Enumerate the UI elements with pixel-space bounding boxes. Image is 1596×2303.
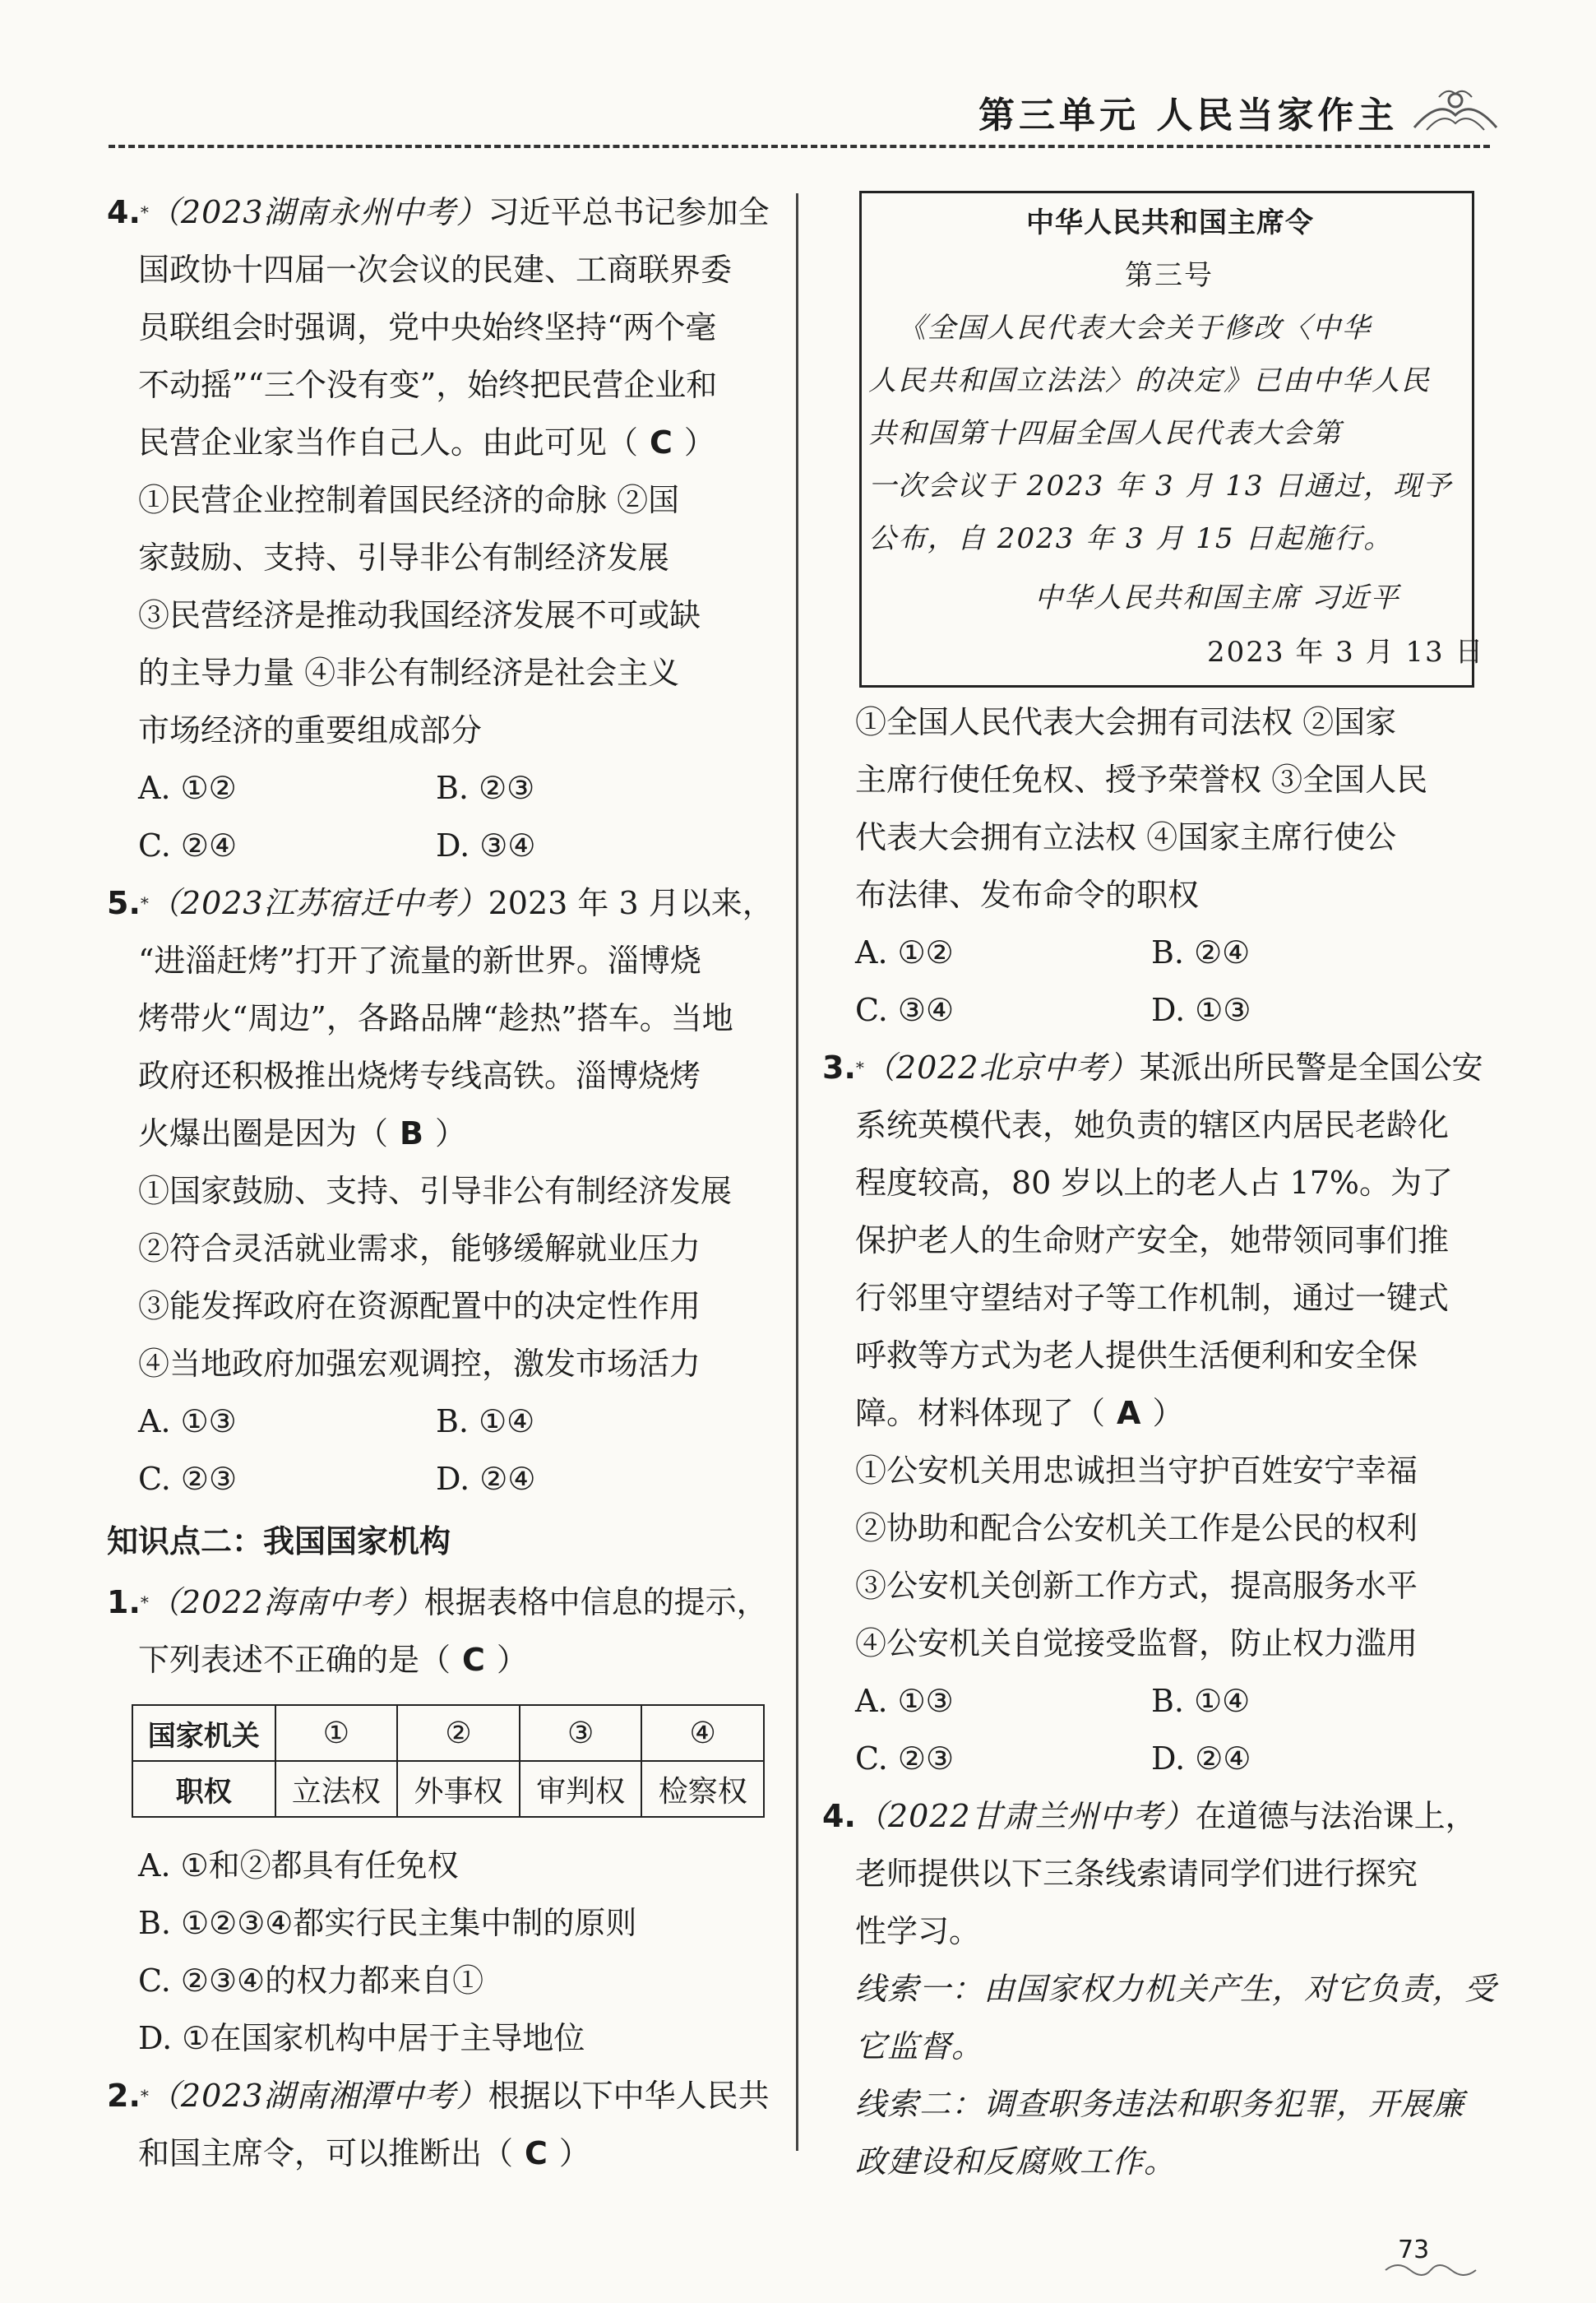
question-text: 保护老人的生命财产安全，她带领同事们推: [855, 1222, 1450, 1258]
question-text-with-answer: [855, 1392, 1183, 1434]
question-source: （2023湖南永州中考）: [148, 194, 488, 230]
bracket-close: ）: [496, 1642, 528, 1678]
statement-line: 市场经济的重要组成部分: [138, 712, 483, 748]
option-b: B. ②③: [436, 770, 535, 806]
question-number: 1.: [107, 1584, 141, 1620]
statement-line: ③公安机关创新工作方式，提高服务水平: [855, 1568, 1418, 1604]
table-cell: ③: [520, 1705, 642, 1761]
decree-date: 2023 年 3 月 13 日: [1207, 636, 1485, 669]
option-d: D. ①在国家机构中居于主导地位: [138, 2020, 585, 2056]
bracket-close: ）: [434, 1115, 466, 1152]
question-1-line: [107, 1581, 768, 1624]
option-c: C. ③④: [855, 992, 955, 1028]
table-cell: 立法权: [275, 1761, 398, 1817]
star-icon: *: [855, 1058, 864, 1077]
question-text: 习近平总书记参加全: [488, 194, 770, 230]
answer-letter: C: [462, 1642, 485, 1678]
table-row: [132, 1761, 764, 1817]
star-icon: *: [140, 202, 149, 222]
option-a: A. ①②: [138, 770, 237, 806]
statement-line: 的主导力量 ④非公有制经济是社会主义: [138, 655, 680, 691]
bracket-close: ）: [1152, 1395, 1184, 1431]
question-text: 在道德与法治课上，: [1195, 1798, 1477, 1834]
question-source: （2022海南中考）: [148, 1584, 424, 1620]
table-row: [132, 1705, 764, 1761]
statement-line: ②协助和配合公安机关工作是公民的权利: [855, 1510, 1418, 1546]
table-cell: 外事权: [397, 1761, 520, 1817]
statement-line: ③能发挥政府在资源配置中的决定性作用: [138, 1288, 701, 1324]
question-text: 国政协十四届一次会议的民建、工商联界委: [138, 252, 733, 288]
statement-line: ③民营经济是推动我国经济发展不可或缺: [138, 597, 701, 633]
question-text-with-answer: [138, 1112, 466, 1155]
decree-title: 中华人民共和国主席令: [1026, 206, 1314, 239]
answer-letter: C: [650, 424, 673, 461]
option-b: B. ①④: [1151, 1683, 1251, 1719]
decree-body-line: 一次会议于 2023 年 3 月 13 日通过，现予: [868, 470, 1453, 503]
bracket-close: ）: [683, 424, 715, 461]
question-text: 员联组会时强调，党中央始终坚持“两个毫: [138, 309, 717, 345]
page-ornament-icon: [1381, 2260, 1480, 2280]
statement-line: 代表大会拥有立法权 ④国家主席行使公: [855, 819, 1397, 855]
option-a: A. ①③: [138, 1403, 237, 1439]
question-text: 障。材料体现了（: [855, 1395, 1106, 1431]
question-text: 烤带火“周边”，各路品牌“趁热”搭车。当地: [138, 1000, 733, 1036]
option-a: A. ①③: [855, 1683, 954, 1719]
statement-line: ④当地政府加强宏观调控，激发市场活力: [138, 1346, 701, 1382]
question-text: 老师提供以下三条线索请同学们进行探究: [855, 1856, 1418, 1892]
question-text: 不动摇”“三个没有变”，始终把民营企业和: [138, 367, 718, 403]
statement-line: ①全国人民代表大会拥有司法权 ②国家: [855, 704, 1397, 740]
clue-line: 它监督。: [855, 2028, 984, 2064]
question-text: 根据表格中信息的提示，: [423, 1584, 768, 1620]
answer-letter: A: [1117, 1395, 1141, 1431]
decree-body-line: 《全国人民代表大会关于修改〈中华: [898, 312, 1372, 345]
statement-line: ①公安机关用忠诚担当守护百姓安宁幸福: [855, 1453, 1418, 1489]
clue-line: 线索二：调查职务违法和职务犯罪，开展廉: [855, 2086, 1465, 2122]
question-text: 政府还积极推出烧烤专线高铁。淄博烧烤: [138, 1058, 701, 1094]
question-source: （2023江苏宿迁中考）: [148, 885, 488, 921]
decree-signer: 中华人民共和国主席 习近平: [1034, 582, 1400, 614]
star-icon: *: [140, 2086, 149, 2106]
table-header-cell: 职权: [132, 1761, 275, 1817]
question-text: 某派出所民警是全国公安: [1139, 1050, 1483, 1086]
option-a: A. ①②: [855, 934, 954, 971]
option-a: A. ①和②都具有任免权: [138, 1847, 459, 1884]
question-number: 5.: [107, 885, 141, 921]
table-cell: ②: [397, 1705, 520, 1761]
statement-line: ④公安机关自觉接受监督，防止权力滥用: [855, 1625, 1418, 1661]
question-text: 性学习。: [855, 1913, 981, 1949]
question-text: 系统英模代表，她负责的辖区内居民老龄化: [855, 1107, 1450, 1143]
question-text: 火爆出圈是因为（: [138, 1115, 389, 1152]
table-cell: ④: [641, 1705, 764, 1761]
unit-title: 第三单元 人民当家作主: [978, 95, 1399, 137]
option-d: D. ②④: [436, 1461, 536, 1497]
table-cell: ①: [275, 1705, 398, 1761]
question-number: 4.: [822, 1798, 856, 1834]
table-cell: 检察权: [641, 1761, 764, 1817]
question-source: （2022北京中考）: [863, 1050, 1140, 1086]
question-text: 程度较高，80 岁以上的老人占 17%。为了: [855, 1165, 1453, 1201]
question-source: （2022甘肃兰州中考）: [855, 1798, 1196, 1834]
column-divider: [796, 193, 798, 2151]
statement-line: 布法律、发布命令的职权: [855, 877, 1200, 913]
table-cell: 审判权: [520, 1761, 642, 1817]
presidential-decree-box: [859, 191, 1485, 688]
question-text: 下列表述不正确的是（: [138, 1642, 451, 1678]
question-3-line: [822, 1046, 1483, 1089]
question-text: 民营企业家当作自己人。由此可见（: [138, 424, 639, 461]
decree-body-line: 人民共和国立法法〉的决定》已由中华人民: [868, 364, 1431, 397]
question-number: 4.: [107, 194, 141, 230]
page-number: 73: [1398, 2236, 1430, 2264]
option-c: C. ②③④的权力都来自①: [138, 1962, 484, 1999]
section-heading: 知识点二：我国国家机构: [107, 1523, 451, 1559]
star-icon: *: [140, 893, 149, 913]
option-c: C. ②③: [138, 1461, 238, 1497]
star-icon: *: [140, 1592, 149, 1612]
answer-letter: C: [525, 2135, 548, 2171]
option-b: B. ①④: [436, 1403, 535, 1439]
bracket-close: ）: [558, 2135, 590, 2171]
header-divider: [109, 145, 1490, 148]
option-c: C. ②③: [855, 1740, 955, 1777]
question-text: “进淄赶烤”打开了流量的新世界。淄博烧: [138, 943, 701, 979]
question-text-with-answer: [138, 2132, 590, 2175]
option-b: B. ②④: [1151, 934, 1251, 971]
question-number: 2.: [107, 2078, 141, 2114]
table-header-cell: 国家机关: [132, 1705, 275, 1761]
statement-line: ①国家鼓励、支持、引导非公有制经济发展: [138, 1173, 733, 1209]
decree-number: 第三号: [1125, 259, 1214, 292]
question-text-with-answer: [138, 1638, 528, 1681]
question-text-with-answer: [138, 421, 715, 464]
question-4-line: [107, 191, 770, 234]
question-5-line: [107, 882, 774, 924]
question-text: 2023 年 3 月以来，: [488, 885, 774, 921]
question-number: 3.: [822, 1050, 856, 1086]
option-d: D. ①③: [1151, 992, 1251, 1028]
option-c: C. ②④: [138, 827, 238, 864]
question-text: 和国主席令，可以推断出（: [138, 2135, 514, 2171]
statement-line: ①民营企业控制着国民经济的命脉 ②国: [138, 482, 680, 518]
decree-body-line: 公布，自 2023 年 3 月 15 日起施行。: [868, 522, 1394, 555]
statement-line: 家鼓励、支持、引导非公有制经济发展: [138, 540, 670, 576]
statement-line: 主席行使任免权、授予荣誉权 ③全国人民: [855, 762, 1428, 798]
question-text: 呼救等方式为老人提供生活便利和安全保: [855, 1337, 1418, 1374]
option-b: B. ①②③④都实行民主集中制的原则: [138, 1905, 637, 1941]
answer-letter: B: [400, 1115, 423, 1152]
option-d: D. ③④: [436, 827, 536, 864]
question-4b-line: [822, 1795, 1477, 1837]
decree-body-line: 共和国第十四届全国人民代表大会第: [868, 417, 1342, 450]
option-d: D. ②④: [1151, 1740, 1251, 1777]
question-2-line: [107, 2074, 770, 2117]
question-text: 行邻里守望结对子等工作机制，通过一键式: [855, 1280, 1450, 1316]
clue-line: 政建设和反腐败工作。: [855, 2143, 1177, 2180]
statement-line: ②符合灵活就业需求，能够缓解就业压力: [138, 1230, 701, 1267]
state-organs-table: [132, 1704, 765, 1818]
question-text: 根据以下中华人民共: [488, 2078, 770, 2114]
clue-line: 线索一：由国家权力机关产生，对它负责，受: [855, 1971, 1497, 2007]
floral-ornament-icon: [1406, 82, 1505, 140]
question-source: （2023湖南湘潭中考）: [148, 2078, 488, 2114]
